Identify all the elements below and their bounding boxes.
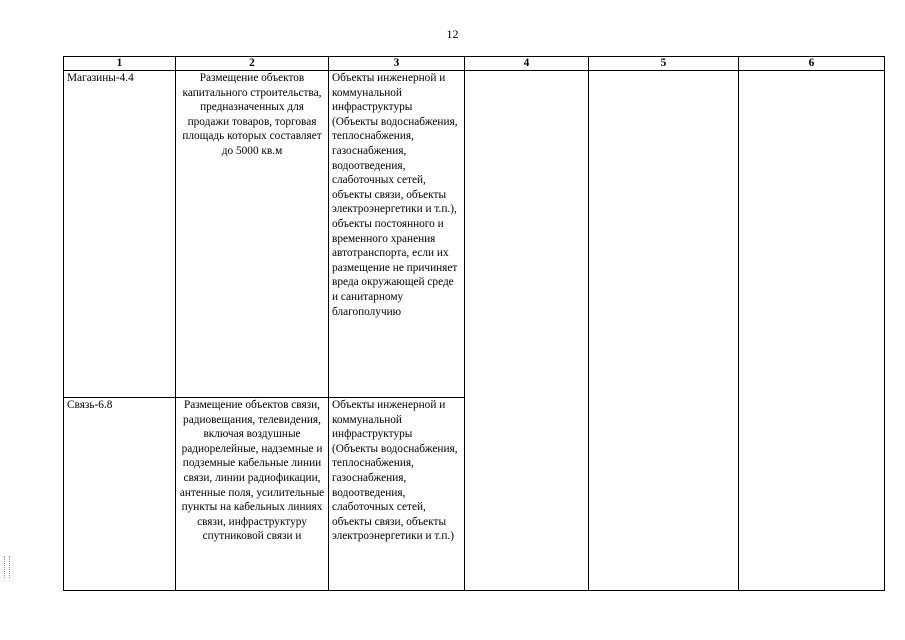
empty-cell-col4: [465, 71, 589, 591]
empty-cell-col5: [589, 71, 739, 591]
table-header-row: [64, 57, 885, 71]
column-header-6: 6: [739, 57, 885, 71]
empty-cell-col6: [739, 71, 885, 591]
document-table: [63, 56, 885, 591]
land-use-type-cell: Связь-6.8: [64, 398, 176, 591]
page-number: 12: [446, 27, 459, 41]
column-header-4: 4: [465, 57, 589, 71]
column-header-2: 2: [176, 57, 329, 71]
auxiliary-uses-cell: Объекты инженерной и коммунальной инфраструктуры (Объекты водоснабжения, теплоснабжения, газоснабжения, водоотведения, слаботочных сетей, объекты связи, объекты электроэнергетики и т.п.): [329, 398, 465, 591]
column-header-3: 3: [329, 57, 465, 71]
land-use-type-cell: Магазины-4.4: [64, 71, 176, 398]
column-header-5: 5: [589, 57, 739, 71]
description-cell: Размещение объектов связи, радиовещания, телевидения, включая воздушные радиорелейные, надземные и подземные кабельные линии связи, линии радиофикации, антенные поля, усилительные пункты на кабельных линиях связи, инфраструктуру спутниковой связи и: [176, 398, 329, 591]
description-cell: Размещение объектов капитального строительства, предназначенных для продажи товаров, торговая площадь которых составляет до 5000 кв.м: [176, 71, 329, 398]
table-row: [64, 71, 885, 398]
scan-artifact: [4, 556, 10, 578]
column-header-1: 1: [64, 57, 176, 71]
auxiliary-uses-cell: Объекты инженерной и коммунальной инфраструктуры (Объекты водоснабжения, теплоснабжения, газоснабжения, водоотведения, слаботочных сетей, объекты связи, объекты электроэнергетики и т.п.), объекты постоянного и временного хранения автотранспорта, если их размещение не причиняет вреда окружающей среде и санитарному благополучию: [329, 71, 465, 398]
